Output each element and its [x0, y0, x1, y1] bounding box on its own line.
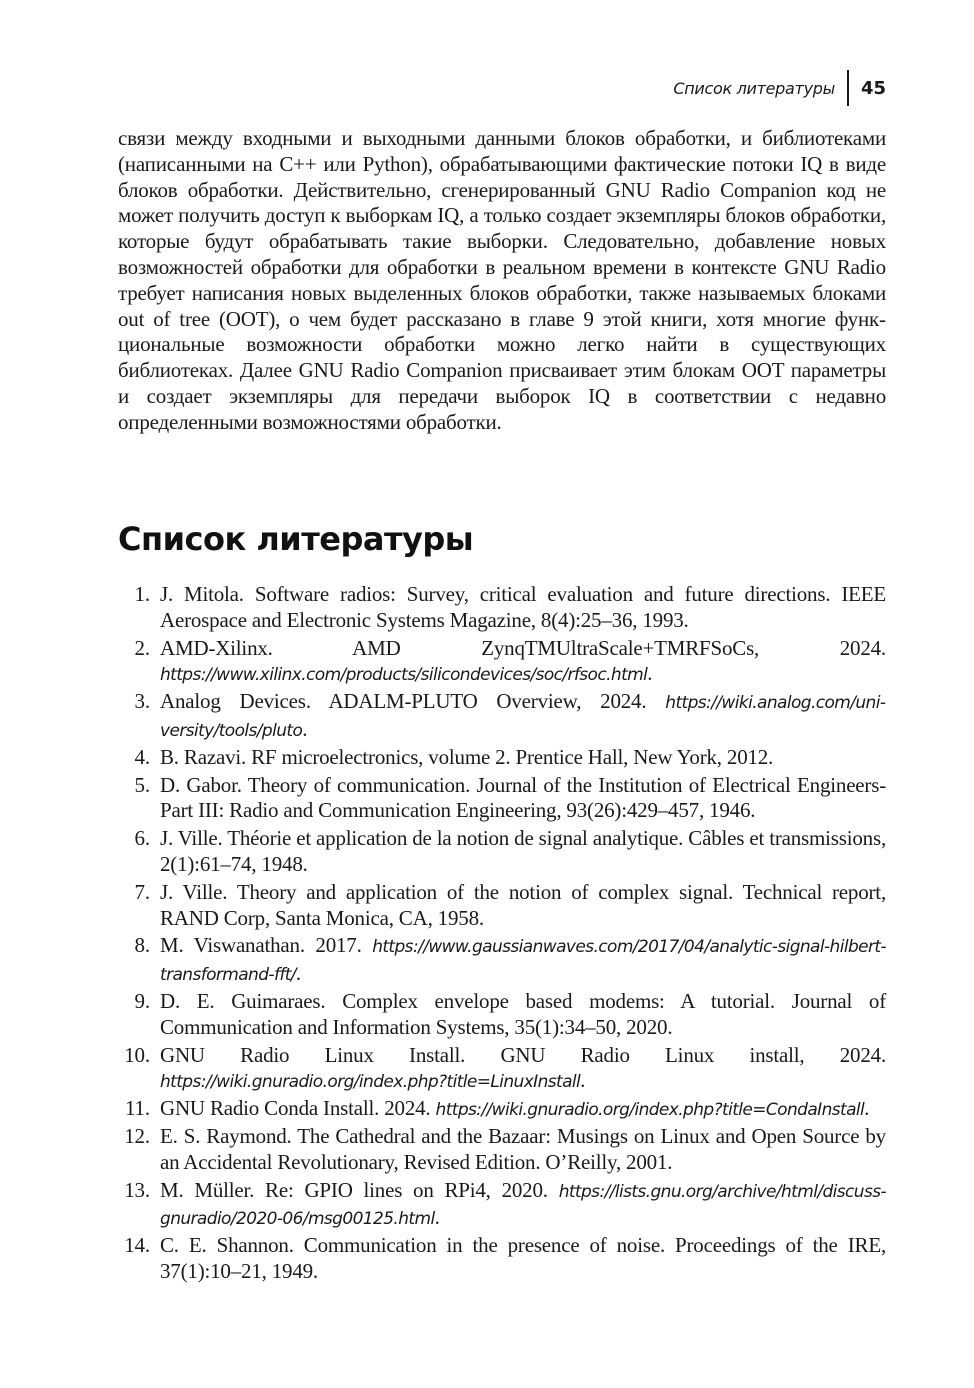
reference-item	[118, 636, 886, 690]
running-title: Список литературы	[673, 78, 835, 98]
reference-tail: .	[864, 1096, 870, 1121]
reference-url[interactable]: https://www.gaussianwaves.com/2017/04/analytic-signal-hilbert-transformand-fft/	[160, 937, 886, 986]
reference-text: D. Gabor. Theory of communication. Journal of the Institution of Electrical Engineers-Part III: Radio and Communication Engineering, 93(26):429–457, 1946.	[160, 772, 886, 823]
reference-number: 10.	[124, 1042, 150, 1067]
reference-number: 6.	[134, 826, 150, 851]
reference-item	[118, 1096, 886, 1124]
reference-item	[118, 989, 886, 1043]
reference-url[interactable]: https://wiki.analog.com/university/tools/pluto	[160, 693, 886, 741]
reference-text: GNU Radio Linux Install. GNU Radio Linux install, 2024.	[160, 1042, 886, 1067]
reference-item	[118, 1124, 886, 1178]
reference-tail: .	[295, 961, 301, 986]
reference-text: M. Müller. Re: GPIO lines on RPi4, 2020.	[160, 1177, 559, 1202]
reference-text: C. E. Shannon. Communication in the presence of noise. Proceedings of the IRE, 37(1):10–21, 1949.	[160, 1233, 886, 1283]
reference-text: GNU Radio Conda Install. 2024.	[160, 1096, 436, 1121]
reference-item	[118, 1233, 886, 1287]
reference-number: 3.	[134, 689, 150, 714]
reference-item	[118, 773, 886, 827]
reference-text: B. Razavi. RF microelectronics, volume 2. Prentice Hall, New York, 2012.	[160, 744, 774, 769]
running-head	[673, 70, 886, 106]
reference-number: 7.	[134, 879, 150, 904]
reference-url[interactable]: https://lists.gnu.org/archive/html/discuss-gnuradio/2020-06/msg00125.html	[160, 1181, 886, 1230]
section-title: Список литературы	[118, 520, 474, 558]
reference-item	[118, 880, 886, 934]
reference-url[interactable]: https://www.xilinx.com/products/silicondevices/soc/rfsoc.html	[160, 665, 648, 686]
page-number: 45	[860, 77, 886, 99]
reference-tail: .	[580, 1068, 586, 1093]
reference-number: 4.	[134, 744, 150, 769]
reference-text: E. S. Raymond. The Cathedral and the Bazaar: Musings on Linux and Open Source by an Accidental Revolutionary, Revised Edition. O’Reilly, 2001.	[160, 1123, 886, 1174]
reference-number: 11.	[125, 1096, 150, 1121]
reference-number: 9.	[134, 988, 150, 1013]
reference-item	[118, 1043, 886, 1097]
reference-number: 12.	[124, 1123, 150, 1148]
reference-url[interactable]: https://wiki.gnuradio.org/index.php?title=CondaInstall	[435, 1100, 865, 1121]
reference-item	[118, 745, 886, 773]
reference-text: J. Mitola. Software radios: Survey, critical evaluation and future directions. IEEE Aerospace and Electronic Systems Magazine, 8(4):25–36, 1993.	[160, 582, 886, 632]
reference-text: J. Ville. Théorie et application de la notion de signal analytique. Câbles et transmissions, 2(1):61–74, 1948.	[160, 826, 886, 876]
reference-text: AMD-Xilinx. AMD ZynqTMUltraScale+TMRFSoCs, 2024.	[160, 635, 886, 660]
reference-item	[118, 826, 886, 880]
reference-text: Analog Devices. ADALM-PLUTO Overview, 2024.	[160, 689, 666, 714]
body-paragraph: связи между входными и выходными данными блоков обработки, и библиотеками (написанными на C++ или Python), обрабатывающими фактические потоки IQ в виде блоков обработки. Действительно, сгенерированный GNU Radio Companion код не может получить доступ к выборкам IQ, а только создает экземпляры блоков обработки, которые будут обрабатывать такие выборки. Следовательно, добавление новых возможностей обработки для обработки в реальном времени в контексте GNU Radio требует написания новых выделенных блоков обработки, также называемых блоками out of tree (OOT), о чем будет рассказано в главе 9 этой книги, хотя многие функциональные возможности обработки можно легко найти в существующих библиотеках. Далее GNU Radio Companion присваивает этим блокам OOT параметры и создает экземпляры для передачи выборок IQ в соответствии с недавно определенными возможностями обработки.	[118, 126, 886, 434]
reference-item	[118, 689, 886, 745]
reference-url[interactable]: https://wiki.gnuradio.org/index.php?title=LinuxInstall	[160, 1072, 581, 1093]
reference-item	[118, 582, 886, 636]
reference-number: 8.	[134, 933, 150, 958]
reference-item	[118, 1178, 886, 1234]
reference-tail: .	[647, 661, 653, 686]
reference-number: 14.	[124, 1233, 150, 1258]
reference-number: 5.	[134, 772, 150, 797]
reference-list	[118, 582, 886, 1287]
reference-text: M. Viswanathan. 2017.	[160, 933, 373, 958]
reference-number: 2.	[134, 635, 150, 660]
reference-item	[118, 933, 886, 989]
reference-tail: .	[302, 716, 308, 741]
reference-number: 13.	[124, 1177, 150, 1202]
reference-text: J. Ville. Theory and application of the notion of complex signal. Technical report, RAND Corp, Santa Monica, CA, 1958.	[160, 879, 886, 930]
reference-text: D. E. Guimaraes. Complex envelope based modems: A tutorial. Journal of Communication and Information Systems, 35(1):34–50, 2020.	[160, 988, 886, 1039]
reference-number: 1.	[134, 582, 150, 606]
reference-tail: .	[434, 1205, 440, 1230]
